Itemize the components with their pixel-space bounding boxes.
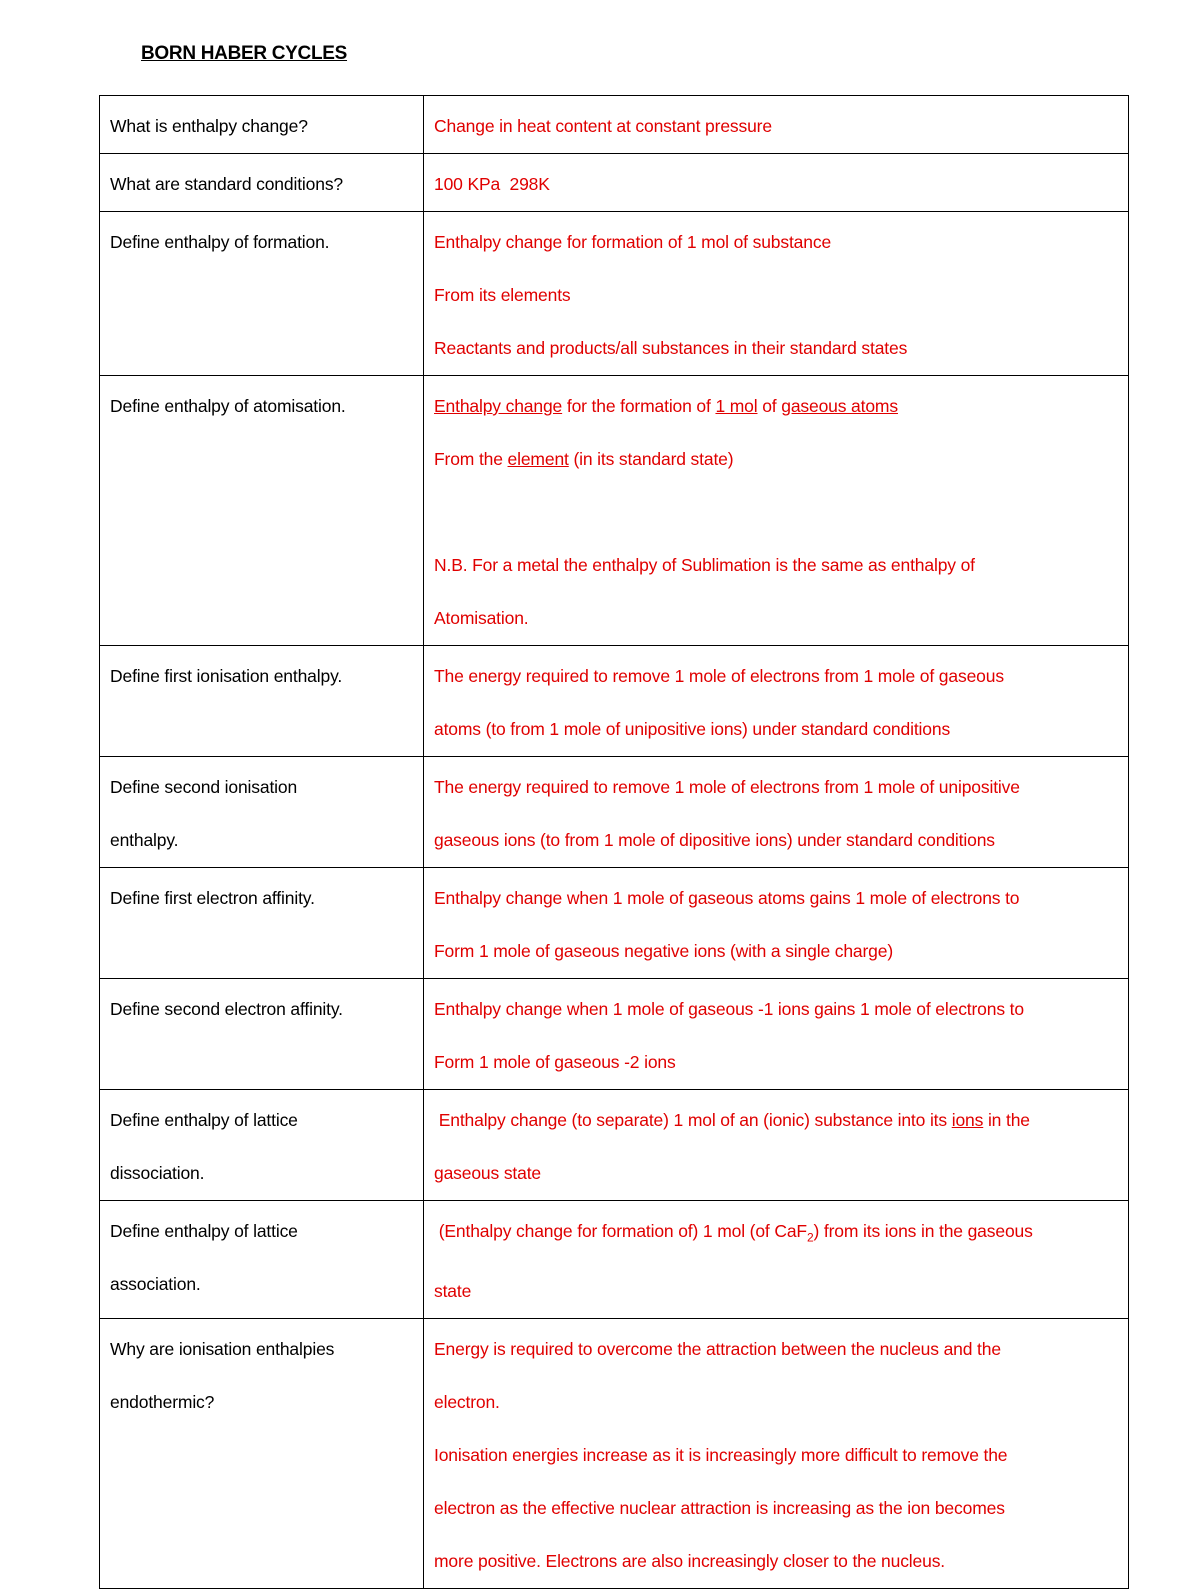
- answer-fragment: (in its standard state): [568, 449, 734, 469]
- answer-text: Energy is required to overcome the attraction between the nucleus and the: [434, 1338, 1001, 1359]
- answer-cell: [424, 646, 1129, 757]
- answer-fragment: From the: [434, 449, 508, 469]
- table-row: [100, 868, 1129, 979]
- answer-cell: [424, 154, 1129, 212]
- question-text: Define enthalpy of lattice: [110, 1110, 298, 1130]
- answer-cell: [424, 1090, 1129, 1201]
- answer-text: electron.: [434, 1391, 500, 1412]
- question-text: Define enthalpy of lattice: [110, 1221, 298, 1241]
- qa-table: [99, 95, 1129, 1589]
- question-cell: [100, 1090, 424, 1201]
- answer-fragment: for the formation of: [562, 396, 716, 416]
- answer-cell: [424, 1318, 1129, 1588]
- question-text: Define first electron affinity.: [110, 888, 315, 908]
- answer-text: Atomisation.: [434, 608, 529, 628]
- question-cell: [100, 376, 424, 646]
- question-cell: [100, 868, 424, 979]
- answer-text: gaseous state: [434, 1163, 542, 1183]
- answer-cell: [424, 376, 1129, 646]
- answer-text: Ionisation energies increase as it is increasingly more difficult to remove the: [434, 1444, 1008, 1465]
- question-cell: [100, 154, 424, 212]
- question-text: association.: [110, 1274, 201, 1294]
- question-text: What are standard conditions?: [110, 174, 344, 194]
- answer-cell: [424, 1201, 1129, 1319]
- table-row: [100, 757, 1129, 868]
- question-text: dissociation.: [110, 1163, 205, 1183]
- subscript: 2: [806, 1230, 814, 1245]
- page-title: BORN HABER CYCLES: [141, 43, 348, 64]
- answer-fragment: in the: [983, 1110, 1030, 1130]
- question-cell: [100, 646, 424, 757]
- answer-text: gaseous ions (to from 1 mole of dipositive ions) under standard conditions: [434, 830, 995, 850]
- answer-cell: [424, 868, 1129, 979]
- underlined-term: element: [507, 449, 569, 469]
- answer-text: Enthalpy change when 1 mole of gaseous -1 ions gains 1 mole of electrons to: [434, 999, 1024, 1019]
- answer-text: 100 KPa 298K: [434, 174, 550, 194]
- table-row: [100, 1318, 1129, 1588]
- answer-cell: [424, 96, 1129, 154]
- table-row: [100, 154, 1129, 212]
- answer-text: [434, 380, 1120, 433]
- table-row: [100, 646, 1129, 757]
- question-cell: [100, 1201, 424, 1319]
- answer-fragment: Enthalpy change (to separate) 1 mol of an (ionic) substance into its: [434, 1110, 952, 1130]
- table-row: [100, 376, 1129, 646]
- answer-text: [434, 1094, 1120, 1147]
- answer-text: state: [434, 1280, 472, 1301]
- underlined-term: 1 mol: [715, 396, 758, 416]
- answer-text: The energy required to remove 1 mole of electrons from 1 mole of gaseous: [434, 666, 1004, 686]
- answer-text: Enthalpy change when 1 mole of gaseous atoms gains 1 mole of electrons to: [434, 888, 1020, 908]
- answer-fragment: (Enthalpy change for formation of) 1 mol (of CaF: [434, 1221, 807, 1241]
- question-cell: [100, 757, 424, 868]
- answer-text: more positive. Electrons are also increasingly closer to the nucleus.: [434, 1550, 946, 1571]
- question-text: What is enthalpy change?: [110, 116, 308, 136]
- question-text: endothermic?: [110, 1391, 215, 1412]
- question-text: Define second electron affinity.: [110, 999, 343, 1019]
- answer-cell: [424, 212, 1129, 376]
- question-text: Define enthalpy of atomisation.: [110, 396, 346, 416]
- table-row: [100, 979, 1129, 1090]
- answer-fragment: ) from its ions in the gaseous: [813, 1221, 1033, 1241]
- answer-cell: [424, 979, 1129, 1090]
- question-text: Define enthalpy of formation.: [110, 232, 330, 252]
- answer-text: electron as the effective nuclear attraction is increasing as the ion becomes: [434, 1497, 1005, 1518]
- question-cell: [100, 979, 424, 1090]
- question-text: Why are ionisation enthalpies: [110, 1338, 335, 1359]
- question-cell: [100, 212, 424, 376]
- underlined-term: ions: [951, 1110, 984, 1130]
- table-row: [100, 96, 1129, 154]
- answer-text: Form 1 mole of gaseous negative ions (with a single charge): [434, 941, 894, 961]
- answer-text: [434, 1205, 1120, 1265]
- question-cell: [100, 1318, 424, 1588]
- answer-text: From its elements: [434, 285, 571, 305]
- question-text: Define second ionisation: [110, 777, 298, 797]
- question-cell: [100, 96, 424, 154]
- answer-text: N.B. For a metal the enthalpy of Sublimation is the same as enthalpy of: [434, 555, 975, 575]
- table-row: [100, 1090, 1129, 1201]
- answer-text: Reactants and products/all substances in their standard states: [434, 338, 908, 358]
- underlined-term: Enthalpy change: [434, 396, 563, 416]
- answer-text: [434, 433, 1120, 486]
- answer-fragment: of: [757, 396, 782, 416]
- question-text: Define first ionisation enthalpy.: [110, 666, 343, 686]
- answer-text: Form 1 mole of gaseous -2 ions: [434, 1052, 676, 1072]
- answer-text: Enthalpy change for formation of 1 mol of substance: [434, 232, 832, 252]
- answer-text: The energy required to remove 1 mole of electrons from 1 mole of unipositive: [434, 777, 1020, 797]
- answer-text: atoms (to from 1 mole of unipositive ions) under standard conditions: [434, 719, 951, 739]
- table-row: [100, 212, 1129, 376]
- question-text: enthalpy.: [110, 830, 179, 850]
- table-row: [100, 1201, 1129, 1319]
- answer-cell: [424, 757, 1129, 868]
- underlined-term: gaseous atoms: [781, 396, 898, 416]
- answer-text: Change in heat content at constant pressure: [434, 116, 772, 136]
